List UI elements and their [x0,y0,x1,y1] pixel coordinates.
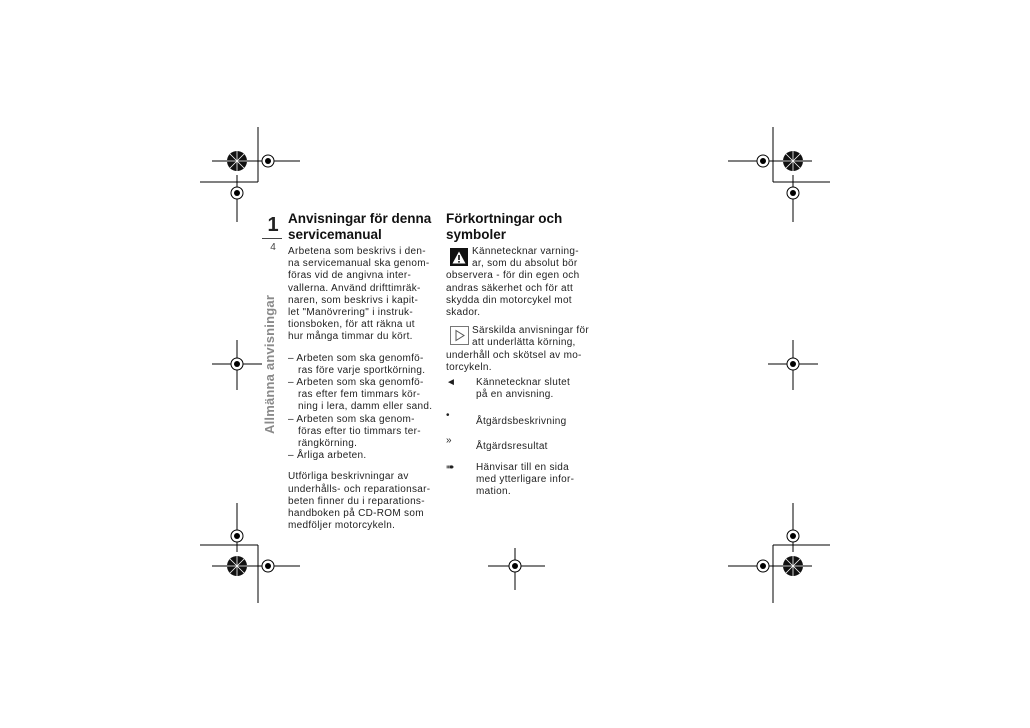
list-item [288,450,438,462]
heading-line: symboler [446,227,507,242]
warning-triangle-icon [450,248,468,266]
work-intervals-list [288,353,438,463]
text-line: att underlätta körning, [472,337,576,349]
text-line: vallerna. Använd drifttimräk- [288,282,421,294]
text-line: observera - för din egen och [446,270,580,282]
text-line: skydda din motorcykel mot [446,294,572,306]
text-line: torcykeln. [446,361,492,373]
outro-paragraph [288,471,438,532]
manual-instructions-heading [288,211,438,243]
text-line: Åtgärdsresultat [476,440,548,452]
text-line: ras efter fem timmars kör- [298,389,421,401]
legend-result [446,434,592,453]
end-marker-icon: ◄ [446,377,457,389]
text-line: tionsboken, för att räkna ut [288,319,415,331]
heading-line: Anvisningar för denna [288,211,432,226]
text-line: – Årliga arbeten. [288,450,367,462]
left-column [288,211,438,532]
side-chapter-title: Allmänna anvisningar [262,294,277,434]
chapter-divider [262,238,282,239]
text-line: – Arbeten som ska genomfö- [288,352,424,364]
tip-note [446,325,592,374]
text-line: med ytterligare infor- [476,474,575,486]
legend-reference [446,462,592,499]
text-line: Arbetena som beskrivs i den- [288,246,426,257]
text-line: andras säkerhet och för att [446,282,574,294]
text-line: föras vid de angivna inter- [288,270,412,282]
arrow-reference-icon: ➠ [446,461,455,473]
list-item [288,377,438,414]
text-line: medföljer motorcykeln. [288,520,396,532]
text-line: Hänvisar till en sida [476,461,570,473]
chapter-number: 1 [267,214,279,236]
text-line: Utförliga beskrivningar av [288,471,409,483]
text-line: underhålls- och reparationsar- [288,483,431,495]
text-line: let "Manövrering" i instruk- [288,307,413,319]
text-line: Åtgärdsbeskrivning [476,416,567,428]
legend-end-marker [446,377,592,401]
text-line: Kännetecknar varning- [472,246,579,257]
text-line: – Arbeten som ska genom- [288,413,415,425]
play-triangle-icon [450,326,469,345]
text-line: på en anvisning. [476,389,554,401]
abbreviations-heading [446,211,592,243]
text-line: rängkörning. [298,438,358,450]
right-column [446,211,592,498]
text-line: skador. [446,307,481,319]
result-icon: » [446,434,452,446]
page-number: 4 [270,242,276,253]
list-item [288,353,438,377]
text-line: Kännetecknar slutet [476,377,571,389]
text-line: hur många timmar du kört. [288,331,413,343]
text-line: na servicemanual ska genom- [288,258,430,270]
bullet-icon: • [446,410,450,422]
text-line: – Arbeten som ska genomfö- [288,377,424,389]
list-item [288,414,438,451]
text-line: naren, som beskrivs i kapit- [288,294,419,306]
heading-line: Förkortningar och [446,211,563,226]
text-line: underhåll och skötsel av mo- [446,349,582,361]
text-line: ras före varje sportkörning. [298,364,426,376]
legend-bullet [446,410,592,428]
text-line: handboken på CD-ROM som [288,508,424,520]
warning-note [446,246,592,319]
intro-paragraph [288,246,438,344]
text-line: mation. [476,486,511,498]
text-line: beten finner du i reparations- [288,495,425,507]
text-line: ning i lera, damm eller sand. [298,401,433,413]
text-line: föras efter tio timmars ter- [298,425,421,437]
text-line: Särskilda anvisningar för [472,325,589,337]
heading-line: servicemanual [288,227,382,242]
text-line: ar, som du absolut bör [472,258,578,270]
